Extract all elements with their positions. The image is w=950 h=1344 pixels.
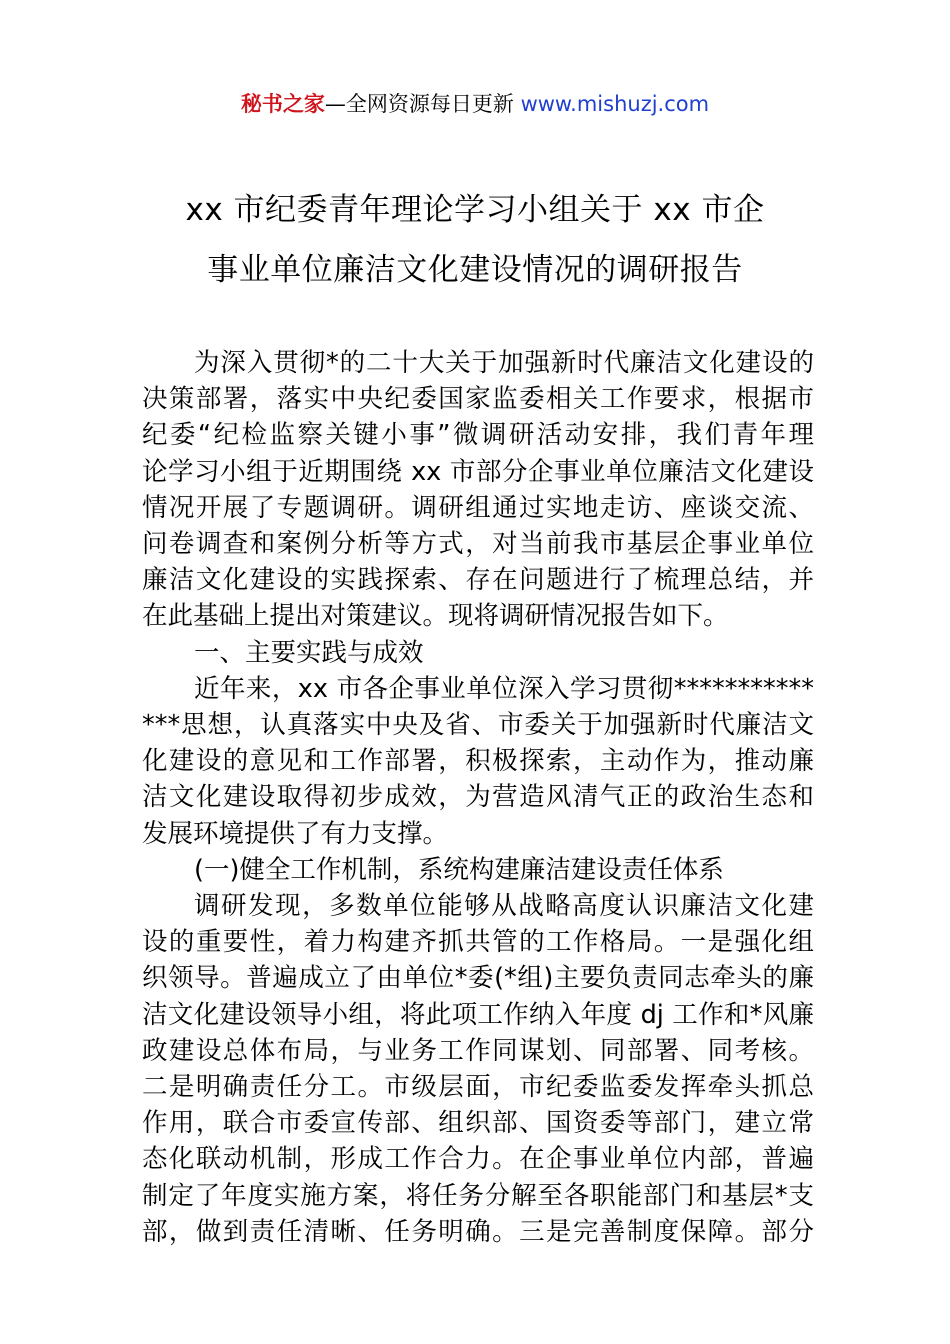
document-body [142, 345, 814, 1250]
body-line: 廉洁文化建设的实践探索、存在问题进行了梳理总结，并 [142, 565, 814, 596]
body-line: 化建设的意见和工作部署，积极探索，主动作为，推动廉 [142, 746, 814, 777]
body-line: 作用，联合市委宣传部、组织部、国资委等部门，建立常 [142, 1108, 814, 1139]
title-line: xx 市纪委青年理论学习小组关于 xx 市企 [185, 192, 765, 228]
body-line: 在此基础上提出对策建议。现将调研情况报告如下。 [142, 601, 729, 632]
body-line: 洁文化建设领导小组，将此项工作纳入年度 dj 工作和*风廉 [142, 999, 814, 1030]
body-line: 洁文化建设取得初步成效，为营造风清气正的政治生态和 [142, 782, 814, 813]
body-line: 决策部署，落实中央纪委国家监委相关工作要求，根据市 [142, 384, 814, 415]
body-line: 政建设总体布局，与业务工作同谋划、同部署、同考核。 [142, 1035, 814, 1066]
site-tagline: —全网资源每日更新 [324, 92, 521, 116]
title-line: 事业单位廉洁文化建设情况的调研报告 [207, 252, 743, 288]
body-line: 发展环境提供了有力支撑。 [142, 818, 449, 849]
body-line: 问卷调查和案例分析等方式，对当前我市基层企事业单位 [142, 529, 814, 560]
body-line: ***思想，认真落实中央及省、市委关于加强新时代廉洁文 [142, 710, 814, 741]
body-line: 态化联动机制，形成工作合力。在企事业单位内部，普遍 [142, 1144, 814, 1175]
body-line: 织领导。普遍成立了由单位*委(*组)主要负责同志牵头的廉 [142, 963, 814, 994]
body-line: 设的重要性，着力构建齐抓共管的工作格局。一是强化组 [142, 927, 814, 958]
body-line: 纪委“纪检监察关键小事”微调研活动安排，我们青年理 [142, 420, 814, 451]
site-url-link[interactable]: www.mishuzj.com [520, 92, 710, 116]
subsection-heading: (一)健全工作机制，系统构建廉洁建设责任体系 [194, 854, 724, 885]
section-heading: 一、主要实践与成效 [194, 637, 424, 668]
body-line: 情况开展了专题调研。调研组通过实地走访、座谈交流、 [142, 492, 814, 523]
body-line: 制定了年度实施方案，将任务分解至各职能部门和基层*支 [142, 1180, 814, 1211]
site-brand: 秘书之家 [240, 92, 325, 116]
body-line: 部，做到责任清晰、任务明确。三是完善制度保障。部分 [142, 1216, 814, 1247]
body-line: 二是明确责任分工。市级层面，市纪委监委发挥牵头抓总 [142, 1072, 814, 1103]
body-line: 为深入贯彻*的二十大关于加强新时代廉洁文化建设的 [194, 348, 814, 378]
body-line: 论学习小组于近期围绕 xx 市部分企事业单位廉洁文化建设 [142, 456, 814, 487]
body-line: 调研发现，多数单位能够从战略高度认识廉洁文化建 [194, 891, 814, 922]
body-line: 近年来，xx 市各企事业单位深入学习贯彻*********** [194, 673, 814, 704]
document-title [100, 180, 850, 300]
site-header [0, 89, 950, 119]
